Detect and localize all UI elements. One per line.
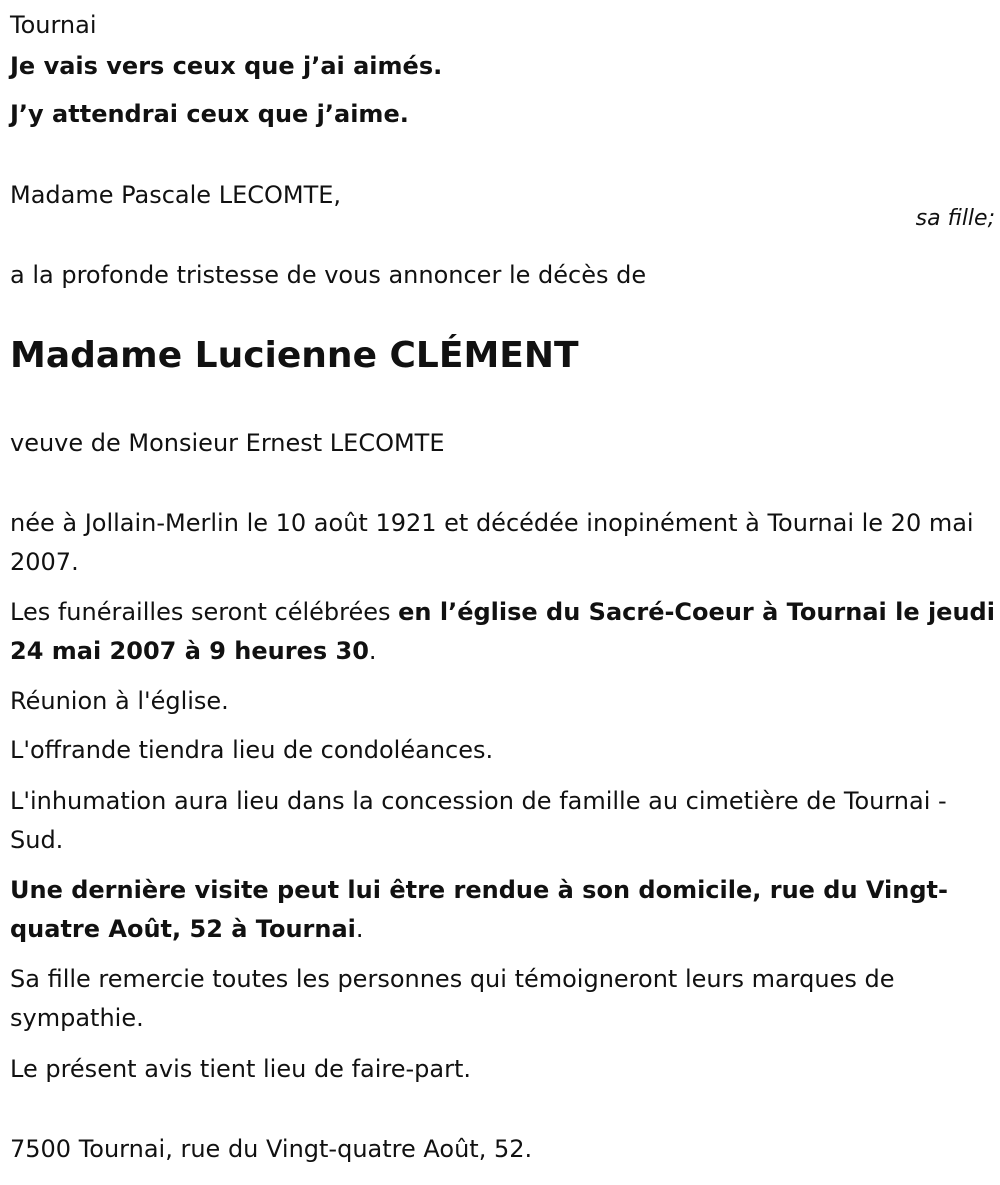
deceased-name: Madame Lucienne CLÉMENT (10, 335, 579, 376)
announcement-intro: a la profonde tristesse de vous annoncer le décès de (10, 261, 647, 289)
announcer-name: Madame Pascale LECOMTE, (10, 181, 342, 209)
verse-line-1: Je vais vers ceux que j’ai aimés. (10, 52, 443, 80)
funeral-details (10, 593, 995, 671)
visit-info (10, 871, 995, 949)
city-name: Tournai (10, 11, 97, 39)
meeting-info: Réunion à l'église. (10, 687, 229, 715)
funeral-location-time: en l’église du Sacré-Coeur à Tournai le jeudi 24 mai 2007 à 9 heures 30 (10, 598, 995, 665)
funeral-suffix: . (368, 637, 377, 665)
verse-line-2: J’y attendrai ceux que j’aime. (10, 100, 409, 128)
offering-info: L'offrande tiendra lieu de condoléances. (10, 736, 494, 764)
home-address: 7500 Tournai, rue du Vingt-quatre Août, 52. (10, 1135, 533, 1163)
burial-info: L'inhumation aura lieu dans la concession de famille au cimetière de Tournai - Sud. (10, 787, 947, 854)
announcer-relation: sa fille; (915, 206, 995, 231)
visit-suffix: . (355, 915, 364, 943)
funeral-prefix: Les funérailles seront célébrées (10, 598, 399, 626)
visit-details: Une dernière visite peut lui être rendue à son domicile, rue du Vingt-quatre Août, 52 à Tournai (10, 876, 948, 943)
notice-statement: Le présent avis tient lieu de faire-part. (10, 1055, 472, 1083)
birth-death-details: née à Jollain-Merlin le 10 août 1921 et décédée inopinément à Tournai le 20 mai 2007. (10, 509, 974, 576)
thanks-message: Sa fille remercie toutes les personnes qui témoigneront leurs marques de sympathie. (10, 965, 895, 1032)
widow-of: veuve de Monsieur Ernest LECOMTE (10, 429, 445, 457)
